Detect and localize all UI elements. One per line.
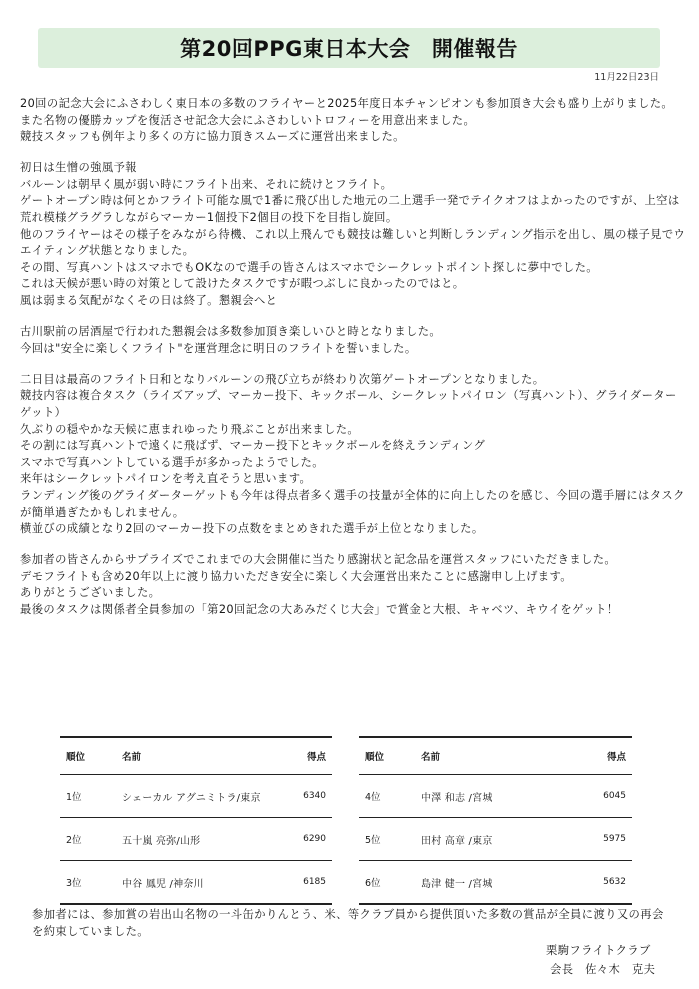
signature-block xyxy=(546,941,656,979)
paragraph-day2 xyxy=(20,372,688,538)
name-cell: 田村 高章 /東京 xyxy=(415,818,572,861)
text-line: 来年はシークレットパイロンを考え直そうと思います。 xyxy=(20,472,312,486)
name-cell: 中澤 和志 /宮城 xyxy=(415,775,572,818)
header-score: 得点 xyxy=(572,737,632,775)
text-line: 久ぶりの穏やかな天候に恵まれゆったり飛ぶことが出来ました。 xyxy=(20,422,360,436)
table-row xyxy=(60,775,332,818)
text-line: 競技内容は複合タスク（ライズアップ、マーカー投下、キックボール、シークレットパイロン（写真ハント）、グライダーターゲット） xyxy=(20,389,677,419)
text-line: 風は弱まる気配がなくその日は終了。懇親会へと xyxy=(20,294,278,308)
rank-cell: 5位 xyxy=(359,818,415,861)
ranking-header-row xyxy=(60,737,332,775)
paragraph-thanks xyxy=(20,552,688,618)
text-line: 古川駅前の居酒屋で行われた懇親会は多数参加頂き楽しいひと時となりました。 xyxy=(20,325,442,339)
text-line: その間、写真ハントはスマホでもOKなので選手の皆さんはスマホでシークレットポイント探しに夢中でした。 xyxy=(20,260,598,274)
rank-cell: 2位 xyxy=(60,818,116,861)
text-line: スマホで写真ハントしている選手が多かったようでした。 xyxy=(20,455,324,469)
table-row xyxy=(359,818,632,861)
header-name: 名前 xyxy=(415,737,572,775)
club-name: 栗駒フライトクラブ xyxy=(546,944,651,957)
score-cell: 6185 xyxy=(272,861,332,905)
text-line: 競技スタッフも例年より多くの方に協力頂きスムーズに運営出来ました。 xyxy=(20,130,405,144)
name-cell: 五十嵐 亮弥/山形 xyxy=(116,818,272,861)
report-body xyxy=(20,96,688,633)
text-line: これは天候が悪い時の対策として設けたタスクですが暇つぶしに良かったのではと。 xyxy=(20,277,465,291)
text-line: 初日は生憎の強風予報 xyxy=(20,161,137,175)
text-line: ゲートオープン時は何とかフライト可能な風で1番に飛び出した地元の二上選手一発でテイクオフはよかったのですが、上空は荒れ模様グラグラしながらマーカー1個投下2個目の投下を目指し旋回。 xyxy=(20,194,680,225)
page-title: 第20回PPG東日本大会 開催報告 xyxy=(180,37,518,61)
score-cell: 6340 xyxy=(272,775,332,818)
text-line: 横並びの成績となり2回のマーカー投下の点数をまとめきれた選手が上位となりました。 xyxy=(20,522,484,536)
text-line: 他のフライヤーはその様子をみながら待機、これ以上飛んでも競技は難しいと判断しランディング指示を出し、風の様子見でウエイティング状態となりました。 xyxy=(20,227,686,258)
rank-cell: 1位 xyxy=(60,775,116,818)
text-line: デモフライトも含め20年以上に渡り協力いただき安全に楽しく大会運営出来たことに感謝申し上げます。 xyxy=(20,569,572,583)
closing-paragraph: 参加者には、参加賞の岩出山名物の一斗缶かりんとう、米、等クラブ員から提供頂いた多数の賞品が全員に渡り又の再会を約束していました。 xyxy=(32,908,664,938)
score-cell: 5632 xyxy=(572,861,632,905)
paragraph-party xyxy=(20,324,688,357)
text-line: また名物の優勝カップを復活させ記念大会にふさわしいトロフィーを用意出来ました。 xyxy=(20,113,476,127)
paragraph-intro xyxy=(20,96,688,146)
ranking-table-left xyxy=(60,736,332,904)
header-name: 名前 xyxy=(116,737,272,775)
ranking-header-row xyxy=(359,737,632,775)
header-rank: 順位 xyxy=(60,737,116,775)
report-date: 11月22日23日 xyxy=(594,72,659,83)
text-line: バルーンは朝早く風が弱い時にフライト出来、それに続けとフライト。 xyxy=(20,177,393,191)
text-line: ランディング後のグライダーターゲットも今年は得点者多く選手の技量が全体的に向上したのを感じ、今回の選手層にはタスクが簡単過ぎたかもしれません。 xyxy=(20,488,685,519)
rank-cell: 4位 xyxy=(359,775,415,818)
title-banner xyxy=(38,28,660,68)
header-score: 得点 xyxy=(272,737,332,775)
text-line: 今回は"安全に楽しくフライト"を運営理念に明日のフライトを誓いました。 xyxy=(20,341,417,355)
text-line: その割には写真ハントで遠くに飛ばず、マーカー投下とキックボールを終えランディング xyxy=(20,439,486,453)
score-cell: 5975 xyxy=(572,818,632,861)
score-cell: 6290 xyxy=(272,818,332,861)
name-cell: 島津 健一 /宮城 xyxy=(415,861,572,905)
table-row xyxy=(60,861,332,905)
text-line: ありがとうございました。 xyxy=(20,586,161,600)
name-cell: 中谷 鳳児 /神奈川 xyxy=(116,861,272,905)
rank-cell: 6位 xyxy=(359,861,415,905)
ranking-table-right xyxy=(359,736,632,904)
header-rank: 順位 xyxy=(359,737,415,775)
table-row xyxy=(60,818,332,861)
text-line: 20回の記念大会にふさわしく東日本の多数のフライヤーと2025年度日本チャンピオンも参加頂き大会も盛り上がりました。 xyxy=(20,97,674,110)
rank-cell: 3位 xyxy=(60,861,116,905)
text-line: 二日目は最高のフライト日和となりバルーンの飛び立ちが終わり次第ゲートオープンとなりました。 xyxy=(20,372,545,386)
paragraph-day1 xyxy=(20,160,688,309)
table-row xyxy=(359,861,632,905)
score-cell: 6045 xyxy=(572,775,632,818)
name-cell: シェーカル アグニミトラ/東京 xyxy=(116,775,272,818)
president-name: 会長 佐々木 克夫 xyxy=(550,963,656,976)
text-line: 最後のタスクは関係者全員参加の「第20回記念の大あみだくじ大会」で賞金と大根、キャベツ、キウイをゲット！ xyxy=(20,603,619,617)
table-row xyxy=(359,775,632,818)
text-line: 参加者の皆さんからサプライズでこれまでの大会開催に当たり感謝状と記念品を運営スタッフにいただきました。 xyxy=(20,553,617,567)
